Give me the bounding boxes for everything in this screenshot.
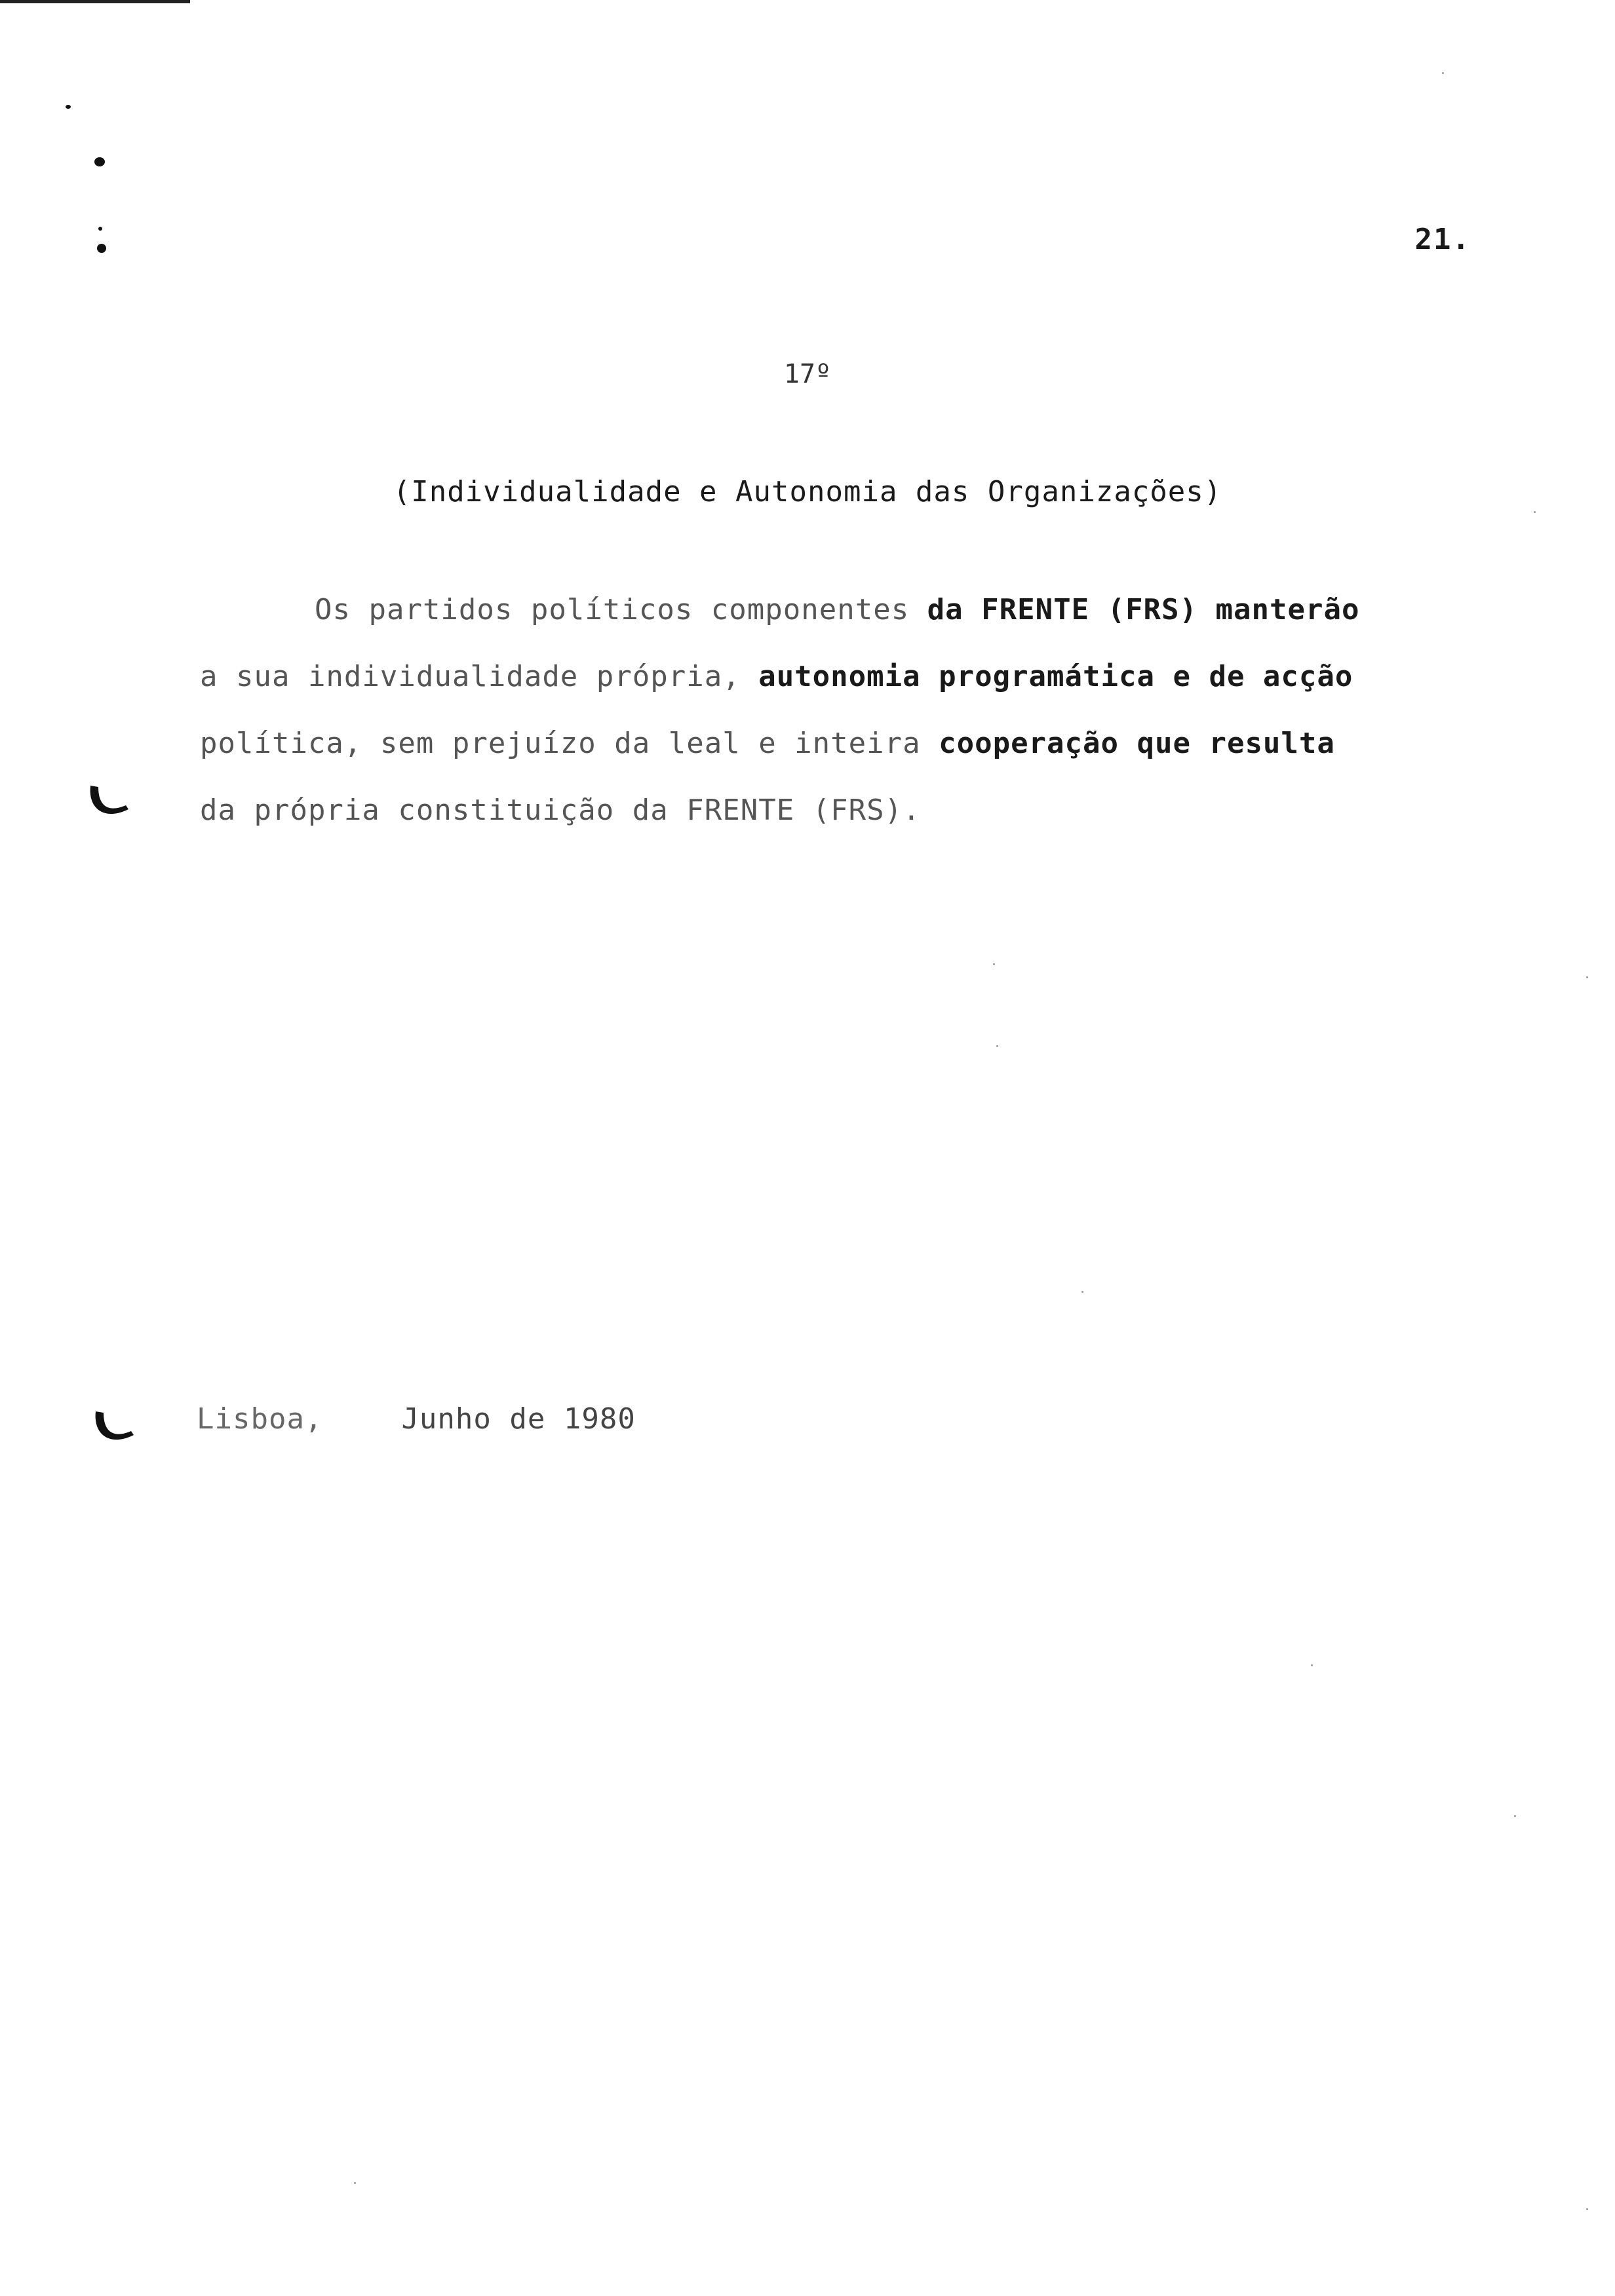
- binder-clip-mark: [85, 783, 131, 822]
- scan-edge-line: [0, 0, 190, 3]
- scan-speck: [1534, 511, 1536, 513]
- punch-hole-mark: [97, 244, 106, 253]
- scan-speck: [66, 105, 71, 109]
- body-line: da própria constituição da FRENTE (FRS).: [200, 794, 921, 827]
- body-text-fragment: Os partidos políticos componentes: [315, 593, 927, 626]
- article-number: 17º: [783, 359, 832, 389]
- body-text-fragment: a sua individualidade própria,: [200, 660, 759, 693]
- scan-speck: [1311, 1664, 1313, 1666]
- scan-speck: [1081, 1291, 1083, 1293]
- scan-speck: [996, 1045, 998, 1047]
- article-body: [200, 577, 1458, 844]
- date: Junho de 1980: [401, 1402, 636, 1436]
- scan-speck: [1586, 2208, 1588, 2210]
- body-line: [200, 577, 1458, 643]
- scan-speck: [354, 2182, 356, 2184]
- body-line: [200, 710, 1458, 777]
- binder-clip-mark: [90, 1409, 136, 1448]
- article-title: (Individualidade e Autonomia das Organizações): [393, 475, 1222, 508]
- body-text-bold: da FRENTE (FRS) manterão: [927, 593, 1360, 626]
- body-line: [200, 643, 1458, 710]
- scan-speck: [993, 963, 995, 965]
- body-text-fragment: política, sem prejuízo da leal e inteira: [200, 727, 939, 760]
- body-text-bold: cooperação que resulta: [939, 727, 1335, 760]
- scan-speck: [1514, 1815, 1516, 1817]
- punch-hole-mark: [94, 157, 105, 166]
- scan-speck: [98, 227, 102, 231]
- scan-speck: [1586, 976, 1588, 978]
- scan-speck: [1442, 72, 1444, 74]
- place: Lisboa,: [197, 1402, 323, 1436]
- body-text-bold: autonomia programática e de acção: [758, 660, 1353, 693]
- page-number: 21.: [1414, 223, 1471, 256]
- place-and-date: [197, 1402, 636, 1436]
